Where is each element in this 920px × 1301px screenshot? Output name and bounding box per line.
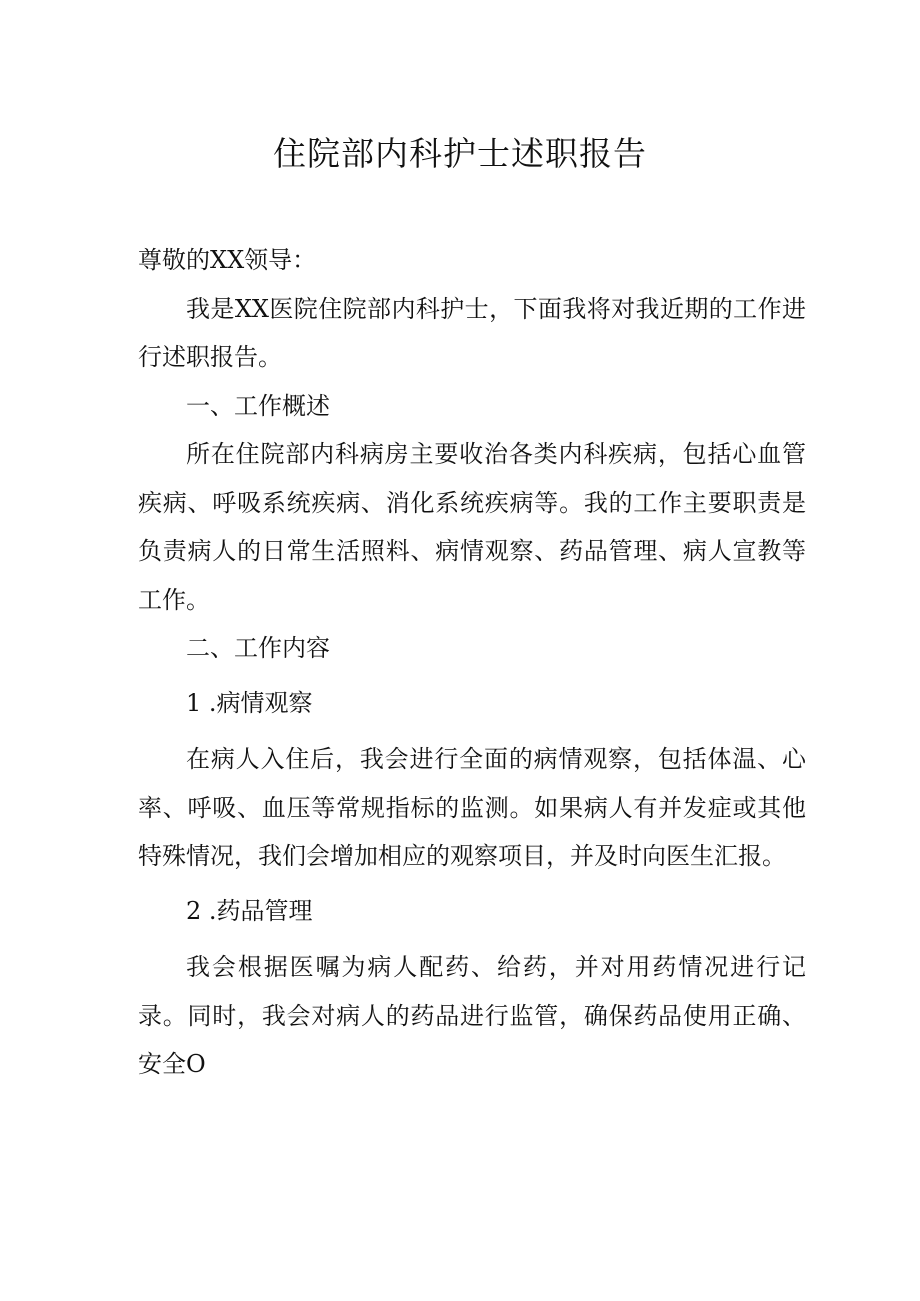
intro-paragraph: 我是XX医院住院部内科护士，下面我将对我近期的工作进行述职报告。	[138, 294, 806, 371]
item-2-heading: 2 .药品管理	[186, 896, 313, 925]
section-1-paragraph: 所在住院部内科病房主要收治各类内科疾病，包括心血管疾病、呼吸系统疾病、消化系统疾病等。我的工作主要职责是负责病人的日常生活照料、病情观察、药品管理、病人宣教等工作。	[138, 440, 806, 614]
section-1-heading: 一、工作概述	[186, 391, 330, 420]
document-body	[138, 236, 806, 1089]
item-2-paragraph: 我会根据医嘱为病人配药、给药，并对用药情况进行记录。同时，我会对病人的药品进行监管，确保药品使用正确、安全O	[138, 953, 806, 1078]
salutation: 尊敬的XX领导：	[138, 246, 317, 274]
item-1-paragraph: 在病人入住后，我会进行全面的病情观察，包括体温、心率、呼吸、血压等常规指标的监测。如果病人有并发症或其他特殊情况，我们会增加相应的观察项目，并及时向医生汇报。	[138, 745, 806, 870]
document-title: 住院部内科护士述职报告	[273, 134, 647, 173]
section-2-heading: 二、工作内容	[186, 634, 330, 662]
item-1-heading: 1 .病情观察	[186, 688, 313, 717]
